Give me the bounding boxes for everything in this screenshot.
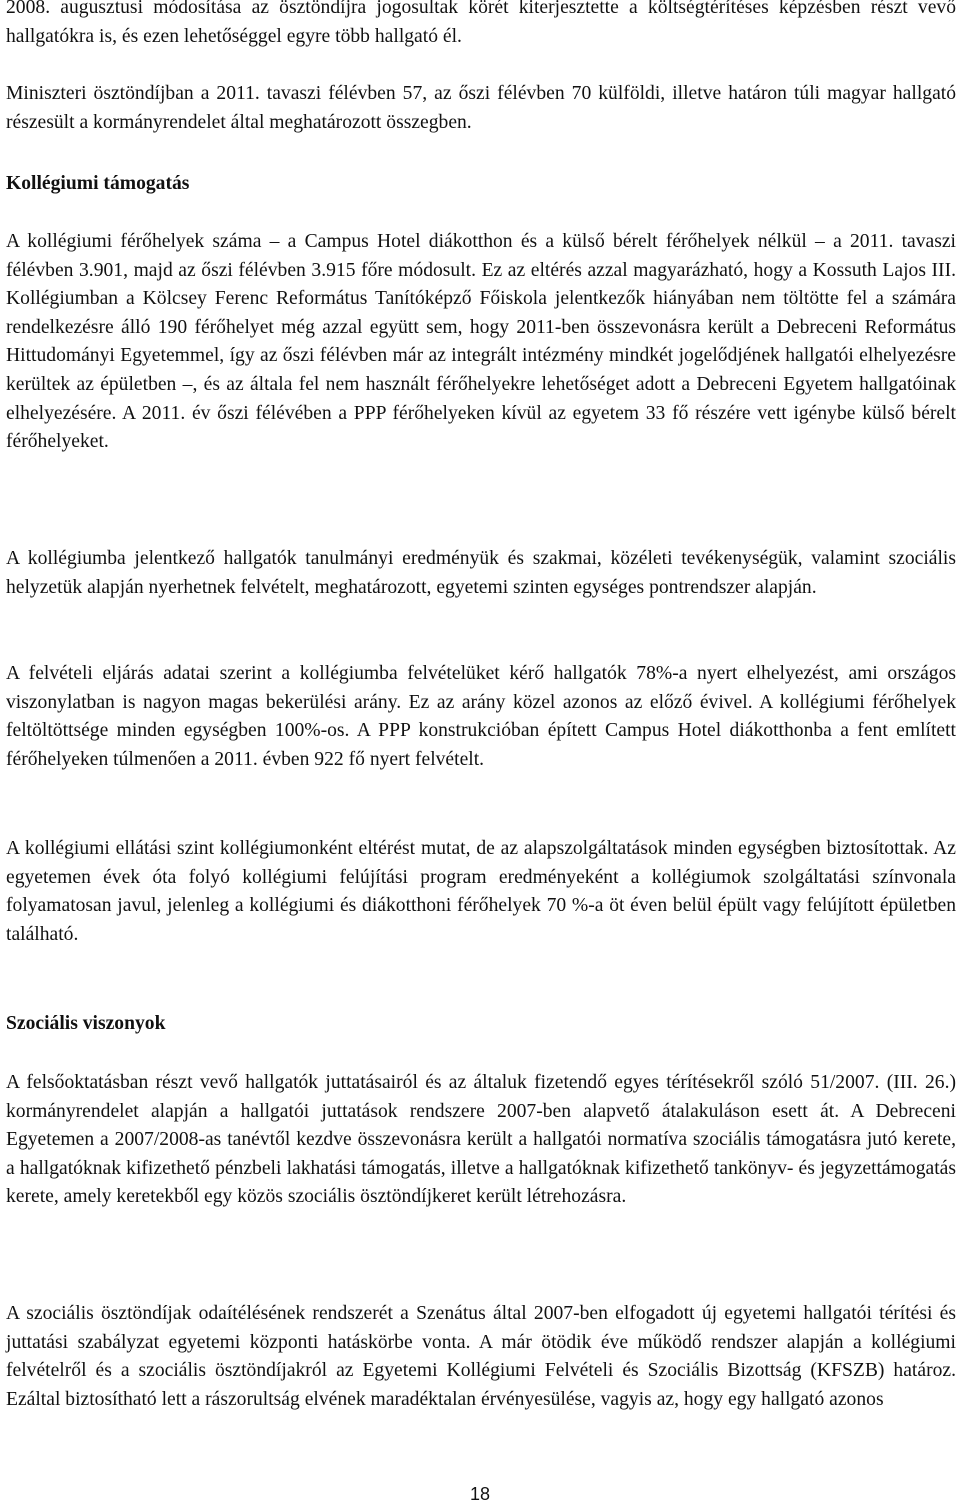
section-heading-szocialis: Szociális viszonyok (6, 1013, 166, 1034)
kollegium-paragraph-1: A kollégiumi férőhelyek száma – a Campus Hotel diákotthon és a külső bérelt férőhelyek nélkül – a 2011. tavaszi félévben 3.901, majd az őszi félévben 3.915 főre módosult. Ez az eltérés azzal magyarázható, hogy a Kossuth Lajos III. Kollégiumban a Kölcsey Ferenc Református Tanítóképző Főiskola jelentkezők hiányában nem töltötte fel a számára rendelkezésre álló 190 férőhelyet még azzal együtt sem, hogy 2011-ben összevonásra került a Debreceni Református Hittudományi Egyetemmel, így az őszi félévben már az integrált intézmény mindkét jogelődjének hallgatói elhelyezésre kerültek az épületben –, és az általa fel nem használt férőhelyekre lehetőséget adott a Debreceni Egyetem hallgatóinak elhelyezésére. A 2011. év őszi félévében a PPP férőhelyeken kívül az egyetem 33 fő részére vett igénybe külső bérelt férőhelyeket. (6, 231, 956, 453)
section-heading-kollegium: Kollégiumi támogatás (6, 173, 190, 194)
intro-paragraph-2: Miniszteri ösztöndíjban a 2011. tavaszi félévben 57, az őszi félévben 70 külföldi, illetve határon túli magyar hallgató részesült a kormányrendelet által meghatározott összegben. (6, 83, 956, 133)
kollegium-paragraph-4: A kollégiumi ellátási szint kollégiumonként eltérést mutat, de az alapszolgáltatások minden egységben biztosítottak. Az egyetemen évek óta folyó kollégiumi felújítási program eredményeként a kollégiumok szolgáltatási színvonala folyamatosan javul, jelenleg a kollégiumi és diákotthoni férőhelyek 70 %-a öt éven belül épült vagy felújított épületben található. (6, 838, 956, 945)
intro-paragraph-1: 2008. augusztusi módosítása az ösztöndíjra jogosultak körét kiterjesztette a költségtérítéses képzésben részt vevő hallgatókra is, és ezen lehetőséggel egyre több hallgató él. (6, 0, 956, 47)
kollegium-paragraph-2: A kollégiumba jelentkező hallgatók tanulmányi eredményük és szakmai, közéleti tevékenységük, valamint szociális helyzetük alapján nyerhetnek felvételt, meghatározott, egyetemi szinten egységes pontrendszer alapján. (6, 548, 956, 598)
kollegium-paragraph-3: A felvételi eljárás adatai szerint a kollégiumba felvételüket kérő hallgatók 78%-a nyert elhelyezést, ami országos viszonylatban is nagyon magas bekerülési arány. Ez az arány közel azonos az előző évivel. A kollégiumi férőhelyek feltöltöttsége minden egységben 100%-os. A PPP konstrukcióban épített Campus Hotel diákotthonba a fent említett férőhelyeken túlmenően a 2011. évben 922 fő nyert felvételt. (6, 663, 956, 770)
page-number: 18 (469, 1484, 491, 1504)
szocialis-paragraph-1: A felsőoktatásban részt vevő hallgatók juttatásairól és az általuk fizetendő egyes térítésekről szóló 51/2007. (III. 26.) kormányrendelet alapján a hallgatói juttatások rendszere 2007-ben alapvető átalakuláson esett át. A Debreceni Egyetemen a 2007/2008-as tanévtől kezdve összevonásra került a hallgatói normatíva szociális támogatásra jutó kerete, a hallgatóknak kifizethető pénzbeli lakhatási támogatás, illetve a hallgatóknak kifizethető tankönyv- és jegyzettámogatás kerete, amely keretekből egy közös szociális ösztöndíjkeret került létrehozásra. (6, 1072, 956, 1208)
szocialis-paragraph-2: A szociális ösztöndíjak odaítélésének rendszerét a Szenátus által 2007-ben elfogadott új egyetemi hallgatói térítési és juttatási szabályzat egyetemi központi hatáskörbe vonta. A már ötödik éve működő rendszer alapján a kollégiumi felvételről és a szociális ösztöndíjakról az Egyetemi Kollégiumi Felvételi és Szociális Bizottság (KFSZB) határoz. Ezáltal biztosítható lett a rászorultság elvének maradéktalan érvényesülése, vagyis az, hogy egy hallgató azonos (6, 1303, 956, 1410)
